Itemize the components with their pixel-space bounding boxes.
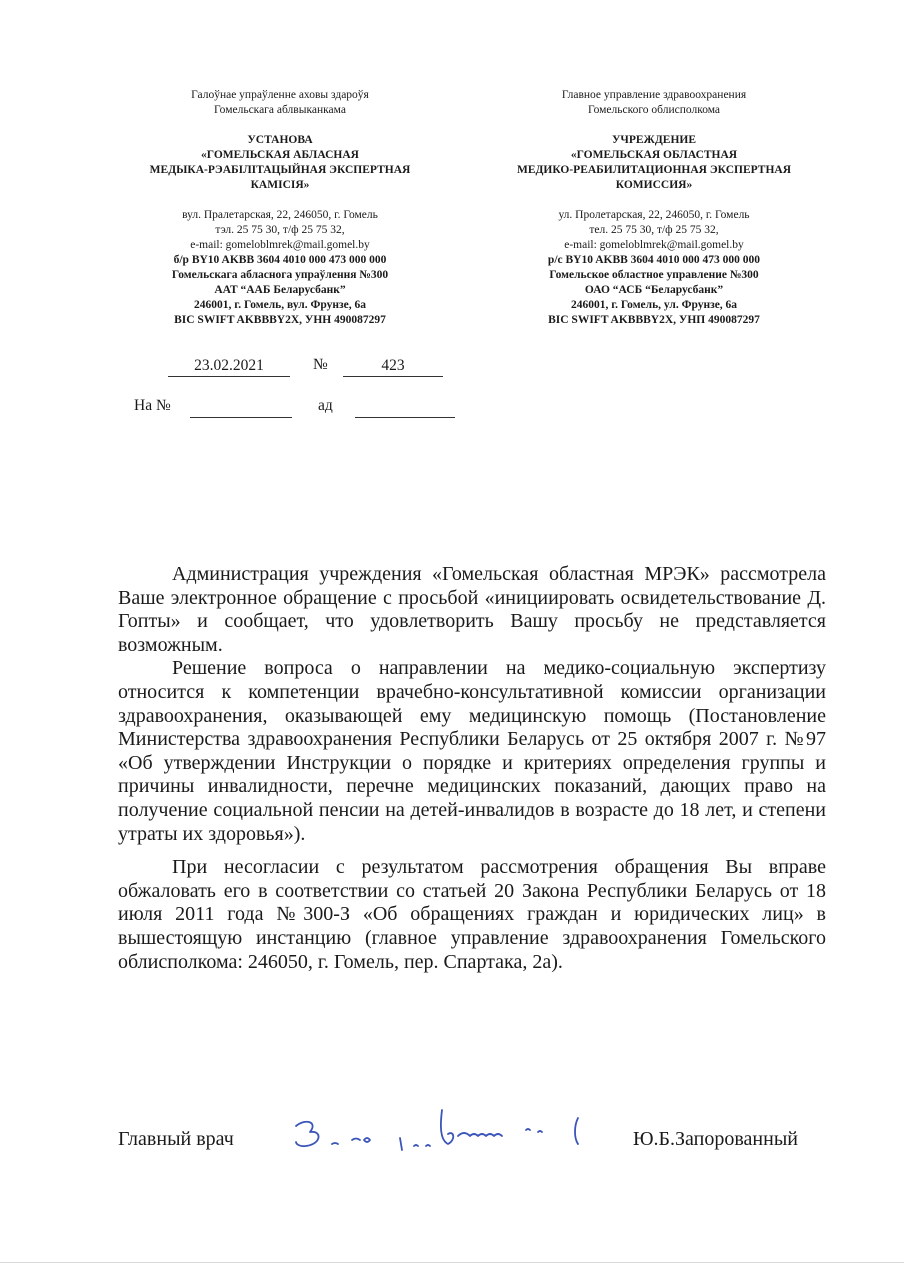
bank-line-5: BIC SWIFT AKBBBY2X, УНН 490087297 bbox=[174, 314, 386, 326]
email-line: e-mail: gomeloblmrek@mail.gomel.by bbox=[190, 239, 370, 251]
institution-line-2: «ГОМЕЛЬСКАЯ АБЛАСНАЯ bbox=[201, 149, 359, 161]
letter-body bbox=[118, 563, 826, 974]
reply-date-field bbox=[355, 397, 455, 418]
bank-line-5: BIC SWIFT AKBBBY2X, УНП 490087297 bbox=[548, 314, 760, 326]
email-line: e-mail: gomeloblmrek@mail.gomel.by bbox=[564, 239, 744, 251]
bank-line-2: Гомельское областное управление №300 bbox=[549, 269, 759, 281]
institution-line-4: КАМІСІЯ» bbox=[250, 179, 310, 191]
outgoing-date: 23.02.2021 bbox=[168, 356, 290, 377]
ministry-line-1: Галоўнае упраўленне аховы здароўя bbox=[191, 89, 369, 101]
address-line-1: ул. Пролетарская, 22, 246050, г. Гомель bbox=[558, 209, 750, 221]
bank-line-2: Гомельскага абласнога упраўлення №300 bbox=[171, 269, 389, 281]
header-russian bbox=[484, 88, 824, 328]
address-line-1: вул. Пралетарская, 22, 246050, г. Гомель bbox=[182, 209, 378, 221]
ministry-line-2: Гомельскага аблвыканкама bbox=[214, 104, 346, 116]
reply-number-label: На № bbox=[134, 397, 171, 414]
institution-line-3: МЕДИКО-РЕАБИЛИТАЦИОННАЯ ЭКСПЕРТНАЯ bbox=[516, 164, 792, 176]
header-belarusian bbox=[110, 88, 450, 328]
bank-line-4: 246001, г. Гомель, ул. Фрунзе, 6а bbox=[570, 299, 738, 311]
signer-name: Ю.Б.Запорованный bbox=[633, 1128, 798, 1150]
handwritten-signature bbox=[292, 1100, 612, 1160]
institution-line-4: КОМИССИЯ» bbox=[615, 179, 693, 191]
address-line-2: тэл. 25 75 30, т/ф 25 75 32, bbox=[215, 224, 345, 236]
paragraph-1: Администрация учреждения «Гомельская областная МРЭК» рассмотрела Ваше электронное обращение с просьбой «инициировать освидетельствование Д. Гопты» и сообщает, что удовлетворить Вашу просьбу не представляется возможным. bbox=[118, 563, 826, 656]
bank-line-1: р/с BY10 AKBB 3604 4010 000 473 000 000 bbox=[547, 254, 761, 266]
number-label: № bbox=[313, 356, 328, 373]
bank-line-1: б/р BY10 AKBB 3604 4010 000 473 000 000 bbox=[173, 254, 387, 266]
bank-line-3: ОАО “АСБ “Беларусбанк” bbox=[584, 284, 724, 296]
paragraph-3: При несогласии с результатом рассмотрения обращения Вы вправе обжаловать его в соответствии со статьей 20 Закона Республики Беларусь от 18 июля 2011 года №300-З «Об обращениях граждан и юридических лиц» в вышестоящую инстанцию (главное управление здравоохранения Гомельского облисполкома: 246050, г. Гомель, пер. Спартака, 2а). bbox=[118, 856, 826, 973]
address-line-2: тел. 25 75 30, т/ф 25 75 32, bbox=[589, 224, 719, 236]
reply-number-field bbox=[190, 397, 292, 418]
signer-title: Главный врач bbox=[118, 1128, 234, 1150]
institution-line-1: УЧРЕЖДЕНИЕ bbox=[611, 134, 697, 146]
ministry-line-2: Гомельского облисполкома bbox=[587, 104, 721, 116]
institution-line-3: МЕДЫКА-РЭАБІЛІТАЦЫЙНАЯ ЭКСПЕРТНАЯ bbox=[149, 164, 411, 176]
paragraph-2: Решение вопроса о направлении на медико-социальную экспертизу относится к компетенции врачебно-консультативной комиссии организации здравоохранения, оказывающей ему медицинскую помощь (Постановление Министерства здравоохранения Республики Беларусь от 25 октября 2007 г. №97 «Об утверждении Инструкции о порядке и критериях определения группы и причины инвалидности, перечне медицинских показаний, дающих право на получение социальной пенсии на детей-инвалидов в возрасте до 18 лет, и степени утраты их здоровья»). bbox=[118, 657, 826, 845]
institution-line-2: «ГОМЕЛЬСКАЯ ОБЛАСТНАЯ bbox=[570, 149, 738, 161]
page-edge-divider bbox=[0, 1262, 904, 1263]
institution-line-1: УСТАНОВА bbox=[247, 134, 313, 146]
outgoing-number: 423 bbox=[343, 356, 443, 377]
bank-line-4: 246001, г. Гомель, вул. Фрунзе, 6а bbox=[194, 299, 366, 311]
bank-line-3: ААТ “ААБ Беларусбанк” bbox=[214, 284, 346, 296]
ministry-line-1: Главное управление здравоохранения bbox=[561, 89, 747, 101]
reply-date-label: ад bbox=[318, 397, 333, 414]
